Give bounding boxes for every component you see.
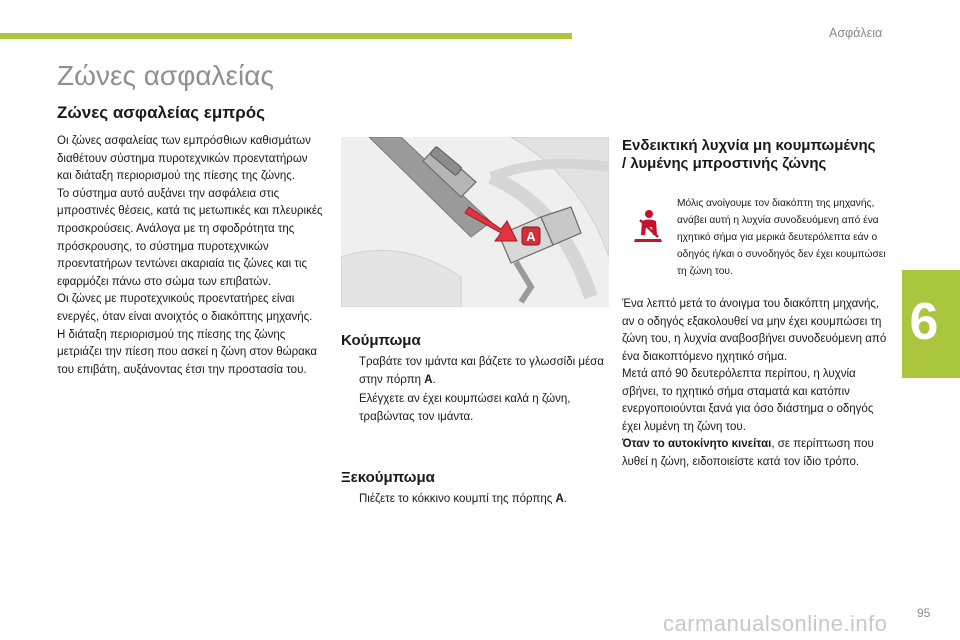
- seatbelt-illustration: [341, 137, 609, 307]
- fastening-title: Κούμπωμα: [341, 332, 421, 349]
- header-section-name: Ασφάλεια: [829, 26, 883, 40]
- warning-paragraph: Ένα λεπτό μετά το άνοιγμα του διακόπτη μηχανής, αν ο οδηγός εξακολουθεί να μην έχει κουμπώσει τη ζώνη του, η λυχνία αναβοσβήνει συνοδευόμενη από ένα διακοπτόμενο ηχητικό σήμα.: [622, 298, 887, 363]
- list-item: [341, 391, 605, 426]
- intro-text: [57, 133, 325, 379]
- warning-lamp-description: [622, 296, 892, 471]
- list-item: [341, 354, 605, 389]
- header-accent-bar: [0, 33, 572, 39]
- warning-paragraph: [622, 436, 892, 471]
- warning-lamp-box: [622, 195, 892, 277]
- intro-paragraph: Η διάταξη περιορισμού της πίεσης της ζώνης μετριάζει την πίεση που ασκεί η ζώνη στον θώρακα του επιβάτη, αυξάνοντας έτσι την προστασία του.: [57, 328, 318, 376]
- page-number: 95: [917, 606, 931, 620]
- page-title: Ζώνες ασφαλείας: [57, 60, 274, 91]
- figure-label: A: [526, 229, 536, 244]
- warning-bold-text: Όταν το αυτοκίνητο κινείται: [622, 438, 772, 450]
- intro-paragraph: Το σύστημα αυτό αυξάνει την ασφάλεια στις μπροστινές θέσεις, κατά τις μετωπικές και πλευρικές προσκρούσεις. Ανάλογα με τη σφοδρότητα της πρόσκρουσης, το σύστημα πυροτεχνικών προεντατήρων τεντώνει ακαριαία τις ζώνες και τις εφαρμόζει πάνω στο σώμα των επιβατών.: [57, 187, 323, 288]
- chapter-tab[interactable]: [902, 270, 960, 378]
- fastening-steps: [341, 354, 605, 428]
- seatbelt-drawing: [341, 137, 609, 307]
- warning-paragraph: Μετά από 90 δευτερόλεπτα περίπου, η λυχνία σβήνει, το ηχητικό σήμα σταματά και κατόπιν ενεργοποιούνται ξανά για όσο διάστημα ο οδηγός έχει λυμένη τη ζώνη του.: [622, 368, 874, 433]
- warning-lamp-box-text: Μόλις ανοίγουμε τον διακόπτη της μηχανής, ανάβει αυτή η λυχνία συνοδευόμενη από ένα ηχητικό σήμα για μερικά δευτερόλεπτα εάν ο οδηγός ή/και ο συνοδηγός δεν έχει κουμπώσει τη ζώνη του.: [677, 198, 886, 277]
- section-title: Ζώνες ασφαλείας εμπρός: [57, 103, 266, 122]
- intro-paragraph: Οι ζώνες με πυροτεχνικούς προεντατήρες είναι ενεργές, όταν είναι ανοιχτός ο διακόπτης μηχανής.: [57, 293, 313, 323]
- list-item: [341, 491, 605, 509]
- warning-lamp-title: Ενδεικτική λυχνία μη κουμπωμένης / λυμένης μπροστινής ζώνης: [622, 137, 876, 172]
- fastening-step-text: Ελέγχετε αν έχει κουμπώσει καλά η ζώνη, τραβώντας τον ιμάντα.: [359, 393, 571, 423]
- warning-paragraph-rest: , σε περίπτωση που λυθεί η ζώνη, ειδοποιείστε κατά τον ίδιο τρόπο.: [622, 438, 874, 468]
- chapter-number: 6: [909, 293, 939, 351]
- unfastening-steps: [341, 491, 605, 511]
- unfastening-title: Ξεκούμπωμα: [341, 469, 435, 486]
- unfastening-step-text: Πιέζετε το κόκκινο κουμπί της πόρπης: [359, 493, 556, 505]
- buckle-label: A: [424, 373, 433, 386]
- unfastening-step-end: .: [563, 493, 567, 505]
- buckle-label: A: [555, 493, 564, 505]
- intro-paragraph: Οι ζώνες ασφαλείας των εμπρόσθιων καθισμάτων διαθέτουν σύστημα πυροτεχνικών προεντατήρων και διάταξη περιορισμού της πίεσης της ζώνης.: [57, 135, 311, 183]
- fastening-step-end: .: [432, 373, 436, 386]
- fastening-step-text: Τραβάτε τον ιμάντα και βάζετε το γλωσσίδι μέσα στην πόρπη: [359, 356, 604, 386]
- watermark: carmanualsonline.info: [663, 611, 888, 636]
- seatbelt-warning-icon: [632, 209, 664, 243]
